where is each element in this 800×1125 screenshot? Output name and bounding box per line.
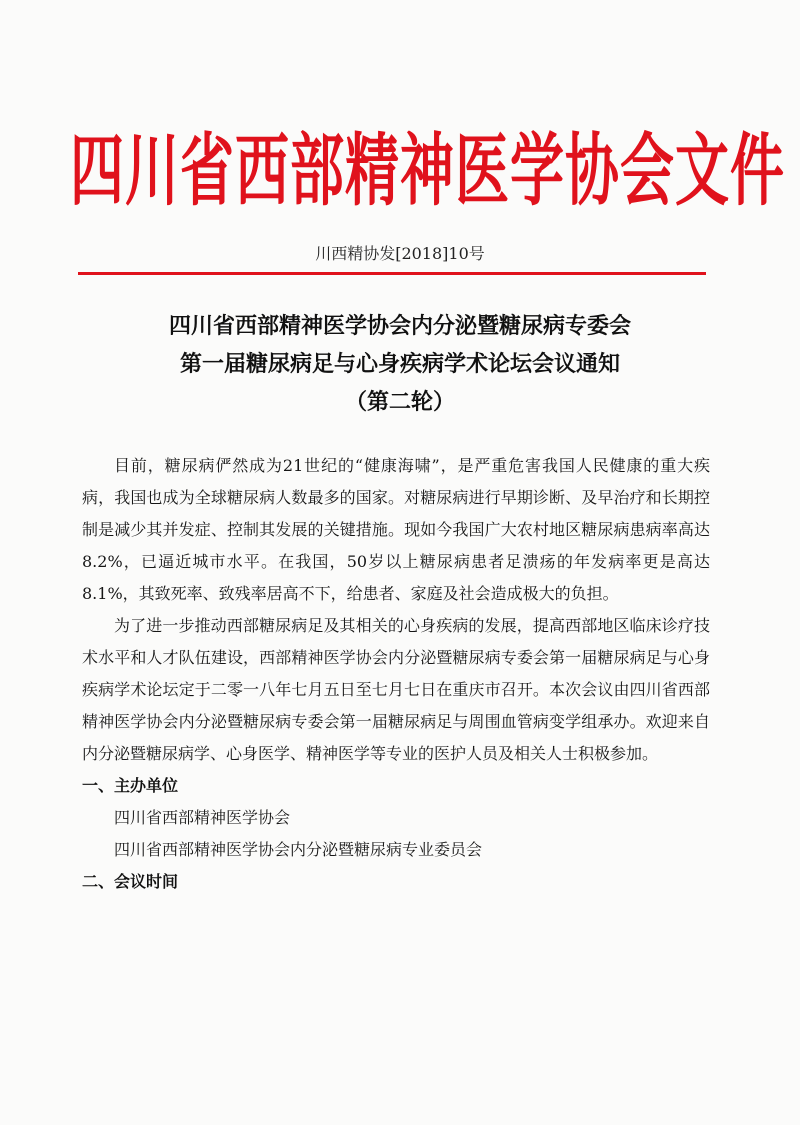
body-paragraph-1: 目前，糖尿病俨然成为21世纪的“健康海啸”，是严重危害我国人民健康的重大疾病，我国也成为全球糖尿病人数最多的国家。对糖尿病进行早期诊断、及早治疗和长期控制是减少其并发症、控制其发展的关键措施。现如今我国广大农村地区糖尿病患病率高达8.2%，已逼近城市水平。在我国，50岁以上糖尿病患者足溃疡的年发病率更是高达8.1%，其致死率、致残率居高不下，给患者、家庭及社会造成极大的负担。 <box>82 456 710 603</box>
notice-title-line-1: 四川省西部精神医学协会内分泌暨糖尿病专委会 <box>168 314 631 339</box>
section-heading-organizers: 一、主办单位 <box>82 776 179 795</box>
body-paragraph-2: 为了进一步推动西部糖尿病足及其相关的心身疾病的发展，提高西部地区临床诊疗技术水平和人才队伍建设，西部精神医学协会内分泌暨糖尿病专委会第一届糖尿病足与心身疾病学术论坛定于二零一八年七月五日至七月七日在重庆市召开。本次会议由四川省西部精神医学协会内分泌暨糖尿病专委会第一届糖尿病足与周围血管病变学组承办。欢迎来自内分泌暨糖尿病学、心身医学、精神医学等专业的医护人员及相关人士积极参加。 <box>82 616 710 763</box>
document-body <box>82 450 710 898</box>
document-number: 川西精协发[2018]10号 <box>315 244 485 263</box>
section-heading-meeting-time: 二、会议时间 <box>82 872 179 891</box>
notice-title <box>60 308 740 422</box>
letterhead-title: 四川省西部精神医学协会文件 <box>70 123 785 217</box>
notice-title-line-3: （第二轮） <box>344 390 455 415</box>
organizer-item-1: 四川省西部精神医学协会 <box>114 808 291 827</box>
letterhead-divider <box>78 272 706 275</box>
notice-title-line-2: 第一届糖尿病足与心身疾病学术论坛会议通知 <box>179 352 620 377</box>
organizer-item-2: 四川省西部精神医学协会内分泌暨糖尿病专业委员会 <box>114 840 483 859</box>
